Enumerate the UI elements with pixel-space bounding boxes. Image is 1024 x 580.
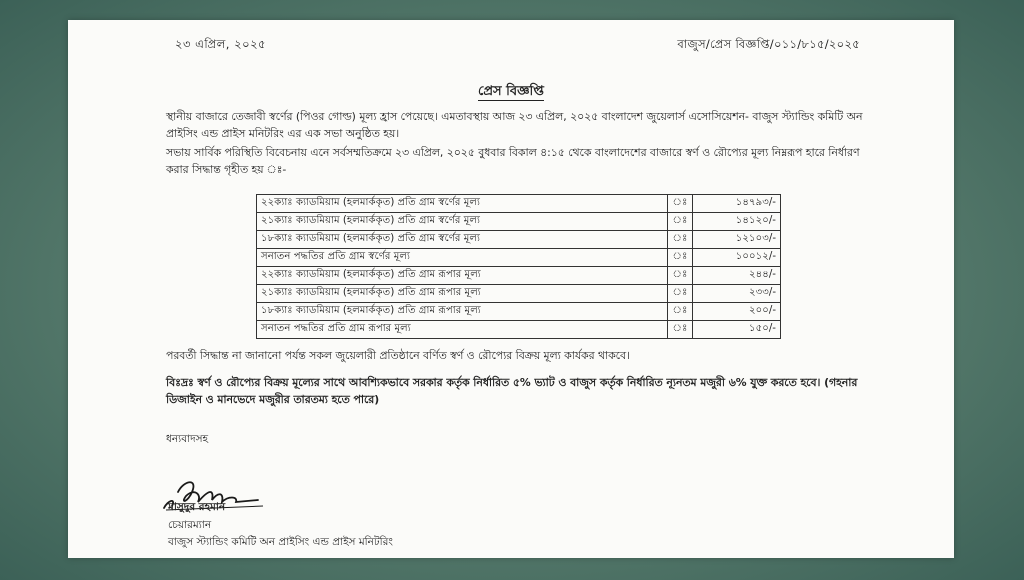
document-title <box>68 82 954 103</box>
title-text: প্রেস বিজ্ঞপ্তি <box>478 84 544 99</box>
reference-number: বাজুস/প্রেস বিজ্ঞপ্তি/০১১/৮১৫/২০২৫ <box>677 37 860 51</box>
price-label: ১৮ক্যাঃ ক্যাডমিয়াম (হলমার্ককৃত) প্রতি গ্রাম রূপার মূল্য <box>257 303 668 321</box>
closing-text: ধন্যবাদসহ <box>166 433 209 445</box>
press-release-document <box>68 20 954 558</box>
price-row <box>257 303 781 321</box>
signatory-title: চেয়ারম্যান <box>168 519 212 531</box>
price-separator: ঃ <box>668 249 693 267</box>
price-separator: ঃ <box>668 321 693 339</box>
price-value: ২৩৩/- <box>693 285 781 303</box>
signatory-organization: বাজুস স্ট্যান্ডিং কমিটি অন প্রাইসিং এন্ড প্রাইস মনিটরিং <box>168 536 393 548</box>
price-value: ১৪৭৯৩/- <box>693 195 781 213</box>
price-separator: ঃ <box>668 195 693 213</box>
price-label: ১৮ক্যাঃ ক্যাডমিয়াম (হলমার্ককৃত) প্রতি গ্রাম স্বর্ণের মূল্য <box>257 231 668 249</box>
price-value: ১৪১২০/- <box>693 213 781 231</box>
price-label: ২১ক্যাঃ ক্যাডমিয়াম (হলমার্ককৃত) প্রতি গ্রাম স্বর্ণের মূল্য <box>257 213 668 231</box>
price-separator: ঃ <box>668 231 693 249</box>
price-separator: ঃ <box>668 213 693 231</box>
price-row <box>257 213 781 231</box>
price-row <box>257 285 781 303</box>
price-value: ১৫০/- <box>693 321 781 339</box>
validity-paragraph: পরবর্তী সিদ্ধান্ত না জানানো পর্যন্ত সকল জুয়েলারী প্রতিষ্ঠানে বর্ণিত স্বর্ণ ও রৌপ্যের বিক্রয় মূল্য কার্যকর থাকবে। <box>166 349 630 362</box>
price-label: সনাতন পদ্ধতির প্রতি গ্রাম স্বর্ণের মূল্য <box>257 249 668 267</box>
price-row <box>257 195 781 213</box>
intro-paragraph: স্থানীয় বাজারে তেজাবী স্বর্ণের (পিওর গোল্ড) মূল্য হ্রাস পেয়েছে। এমতাবস্থায় আজ ২৩ এপ্রিল, ২০২৫ বাংলাদেশ জুয়েলার্স এসোসিয়েশন- বাজুস স্ট্যান্ডিং কমিটি অন প্রাইসিং এন্ড প্রাইস মনিটরিং এর এক সভা অনুষ্ঠিত হয়। <box>166 110 863 140</box>
price-value: ২০০/- <box>693 303 781 321</box>
price-table <box>256 194 781 339</box>
price-row <box>257 321 781 339</box>
price-row <box>257 249 781 267</box>
signatory-name: মাসুদুর রহমান <box>168 501 226 513</box>
price-label: ২২ক্যাঃ ক্যাডমিয়াম (হলমার্ককৃত) প্রতি গ্রাম রূপার মূল্য <box>257 267 668 285</box>
price-label: ২১ক্যাঃ ক্যাডমিয়াম (হলমার্ককৃত) প্রতি গ্রাম রূপার মূল্য <box>257 285 668 303</box>
decision-paragraph: সভায় সার্বিক পরিস্থিতি বিবেচনায় এনে সর্বসম্মতিক্রমে ২৩ এপ্রিল, ২০২৫ বুধবার বিকাল ৪:১৫ থেকে বাংলাদেশের বাজারে স্বর্ণ ও রৌপ্যের মূল্য নিম্নরূপ হারে নির্ধারণ করার সিদ্ধান্ত গৃহীত হয় ঃ- <box>166 146 860 176</box>
price-separator: ঃ <box>668 285 693 303</box>
price-row <box>257 267 781 285</box>
price-value: ১০০১২/- <box>693 249 781 267</box>
document-date: ২৩ এপ্রিল, ২০২৫ <box>175 37 267 51</box>
price-value: ২৪৪/- <box>693 267 781 285</box>
vat-note: বিঃদ্রঃ স্বর্ণ ও রৌপ্যের বিক্রয় মূল্যের সাথে আবশ্যিকভাবে সরকার কর্তৃক নির্ধারিত ৫% ভ্যাট ও বাজুস কর্তৃক নির্ধারিত ন্যূনতম মজুরী ৬% যুক্ত করতে হবে। (গহনার ডিজাইন ও মানভেদে মজুরীর তারতম্য হতে পারে) <box>166 376 858 406</box>
price-label: ২২ক্যাঃ ক্যাডমিয়াম (হলমার্ককৃত) প্রতি গ্রাম স্বর্ণের মূল্য <box>257 195 668 213</box>
price-row <box>257 231 781 249</box>
price-separator: ঃ <box>668 303 693 321</box>
price-separator: ঃ <box>668 267 693 285</box>
price-value: ১২১০৩/- <box>693 231 781 249</box>
price-label: সনাতন পদ্ধতির প্রতি গ্রাম রূপার মূল্য <box>257 321 668 339</box>
